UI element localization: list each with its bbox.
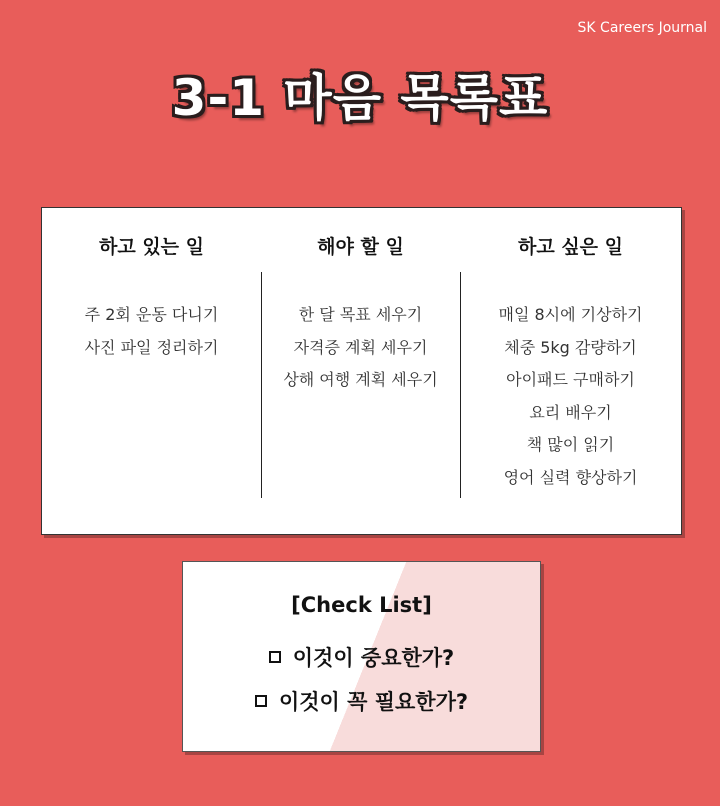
list-item: 체중 5kg 감량하기 — [504, 337, 637, 357]
list-item: 한 달 목표 세우기 — [298, 305, 423, 324]
checklist-item — [183, 642, 540, 672]
column-items — [261, 299, 460, 397]
column-todo — [261, 208, 460, 534]
column-items — [42, 299, 261, 364]
column-heading: 하고 있는 일 — [99, 236, 204, 258]
checklist-card — [182, 561, 541, 752]
checklist-item — [183, 686, 540, 716]
column-items — [460, 299, 681, 495]
list-item: 매일 8시에 기상하기 — [498, 305, 643, 324]
list-item: 주 2회 운동 다니기 — [84, 305, 219, 324]
page-title: 3-1 마음 목록표 — [171, 69, 549, 127]
column-doing — [42, 208, 261, 534]
column-want — [460, 208, 681, 534]
checklist-item-label: 이것이 중요한가? — [292, 646, 455, 670]
column-heading: 하고 싶은 일 — [518, 236, 623, 258]
list-item: 자격증 계획 세우기 — [293, 337, 428, 357]
list-item: 사진 파일 정리하기 — [84, 337, 219, 357]
list-item: 아이패드 구매하기 — [506, 370, 635, 390]
list-item: 영어 실력 향상하기 — [503, 467, 638, 487]
list-item: 책 많이 읽기 — [526, 435, 615, 455]
list-item: 상해 여행 계획 세우기 — [283, 370, 438, 390]
list-panel — [41, 207, 682, 535]
list-item: 요리 배우기 — [529, 402, 612, 422]
column-heading: 해야 할 일 — [317, 236, 404, 258]
empty-checkbox-icon — [269, 651, 281, 663]
checklist-item-label: 이것이 꼭 필요한가? — [278, 690, 469, 714]
brand-label: SK Careers Journal — [577, 20, 707, 36]
empty-checkbox-icon — [255, 695, 267, 707]
checklist-title: [Check List] — [291, 593, 432, 617]
